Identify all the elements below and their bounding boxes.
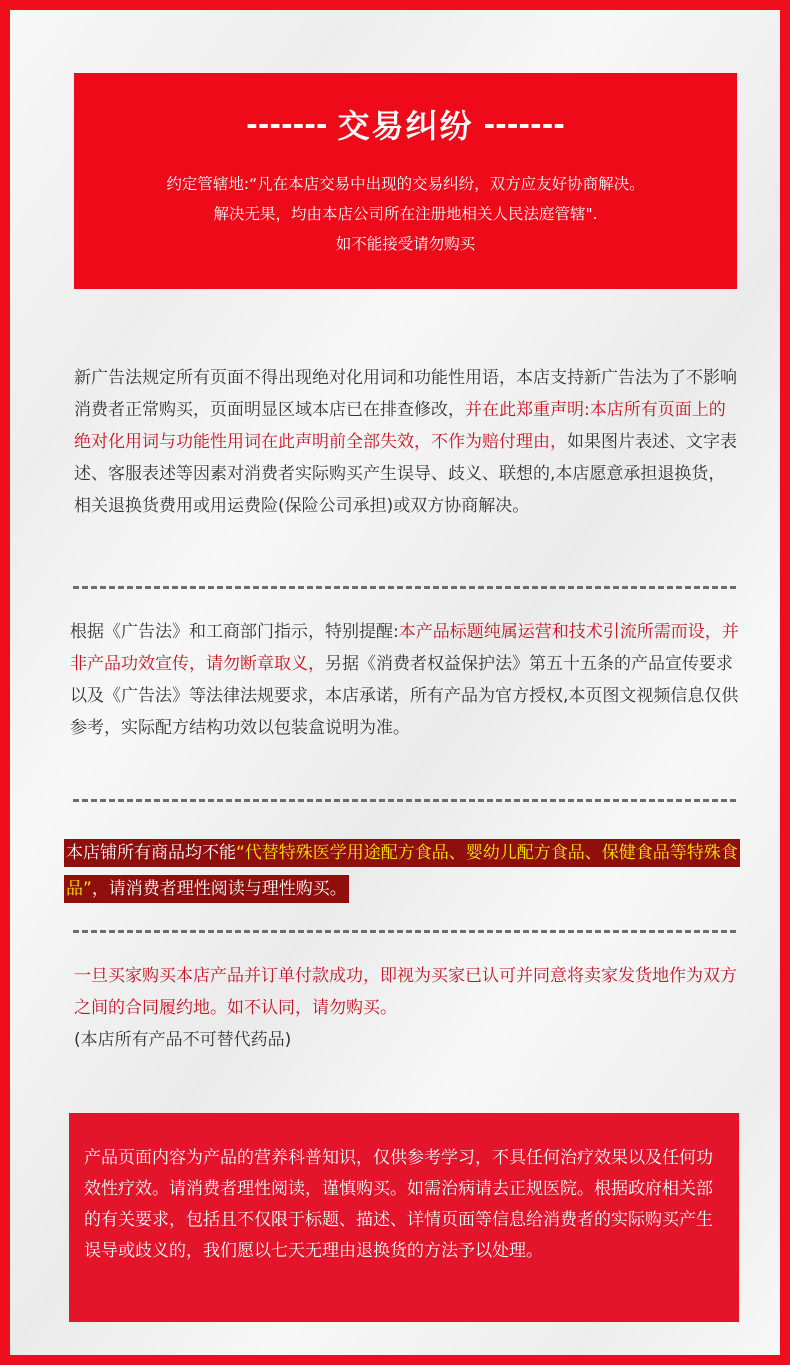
ad-law-text-red: 并在此郑重声明:本店所有页面上的绝对化用词与功能性用词在此声明前全部失效，不作为赔付理由， [74, 400, 726, 452]
reminder-text-red: 本产品标题纯属运营和技术引流所需而设，并非产品功效宣传，请勿断章取义， [70, 622, 739, 674]
ad-law-text-b: 如果图片表述、文字表述、客服表述等因素对消费者实际购买产生误导、歧义、联想的,本店愿意承担退换货，相关退换货费用或用运费险(保险公司承担)或双方协商解决。 [74, 432, 737, 516]
special-food-notice [64, 835, 744, 907]
banner-body [74, 169, 737, 259]
banner-line-1: 约定管辖地:“凡在本店交易中出现的交易纠纷，双方应友好协商解决。 [166, 175, 645, 193]
banner-line-2: 解决无果，均由本店公司所在注册地相关人民法庭管辖". [213, 205, 598, 223]
dashed-divider [73, 799, 736, 802]
disclaimer-box [69, 1113, 739, 1322]
dashed-divider [73, 930, 736, 933]
drug-note: (本店所有产品不可替代药品) [74, 1030, 292, 1050]
notice-text-a: 本店铺所有商品均不能 [66, 843, 236, 863]
reminder-text-a: 根据《广告法》和工商部门指示，特别提醒: [70, 622, 399, 642]
contract-place-statement [74, 960, 738, 1056]
notice-text-b: ，请消费者理性阅读与理性购买。 [91, 879, 347, 899]
ad-law-statement [74, 362, 738, 522]
notice-text-yellow: “代替特殊医学用途配方食品、婴幼儿配方食品、保健食品等特殊食品” [66, 843, 738, 899]
advertising-reminder [70, 616, 742, 744]
banner-title-row [74, 101, 737, 147]
ad-law-text-a: 新广告法规定所有页面不得出现绝对化用词和功能性用语，本店支持新广告法为了不影响消费者正常购买，页面明显区域本店已在排查修改， [74, 368, 737, 420]
banner-line-3: 如不能接受请勿购买 [335, 235, 476, 253]
contract-text: 一旦买家购买本店产品并订单付款成功，即视为买家已认可并同意将卖家发货地作为双方之间的合同履约地。如不认同，请勿购买。 [74, 966, 737, 1018]
dispute-banner [74, 73, 737, 289]
banner-dashes-left: ------- [246, 107, 328, 141]
special-food-highlight [64, 839, 740, 903]
reminder-text-b: 另据《消费者权益保护法》第五十五条的产品宣传要求以及《广告法》等法律法规要求，本店承诺，所有产品为官方授权,本页图文视频信息仅供参考，实际配方结构功效以包装盒说明为准。 [70, 654, 739, 738]
banner-dashes-right: ------- [483, 107, 565, 141]
disclaimer-text: 产品页面内容为产品的营养科普知识，仅供参考学习，不具任何治疗效果以及任何功效性疗效。请消费者理性阅读，谨慎购买。如需治病请去正规医院。根据政府相关部的有关要求，包括且不仅限于标题、描述、详情页面等信息给消费者的实际购买产生误导或歧义的，我们愿以七天无理由退换货的方法予以处理。 [84, 1148, 713, 1261]
dashed-divider [73, 586, 736, 589]
banner-title: 交易纠纷 [337, 107, 474, 145]
